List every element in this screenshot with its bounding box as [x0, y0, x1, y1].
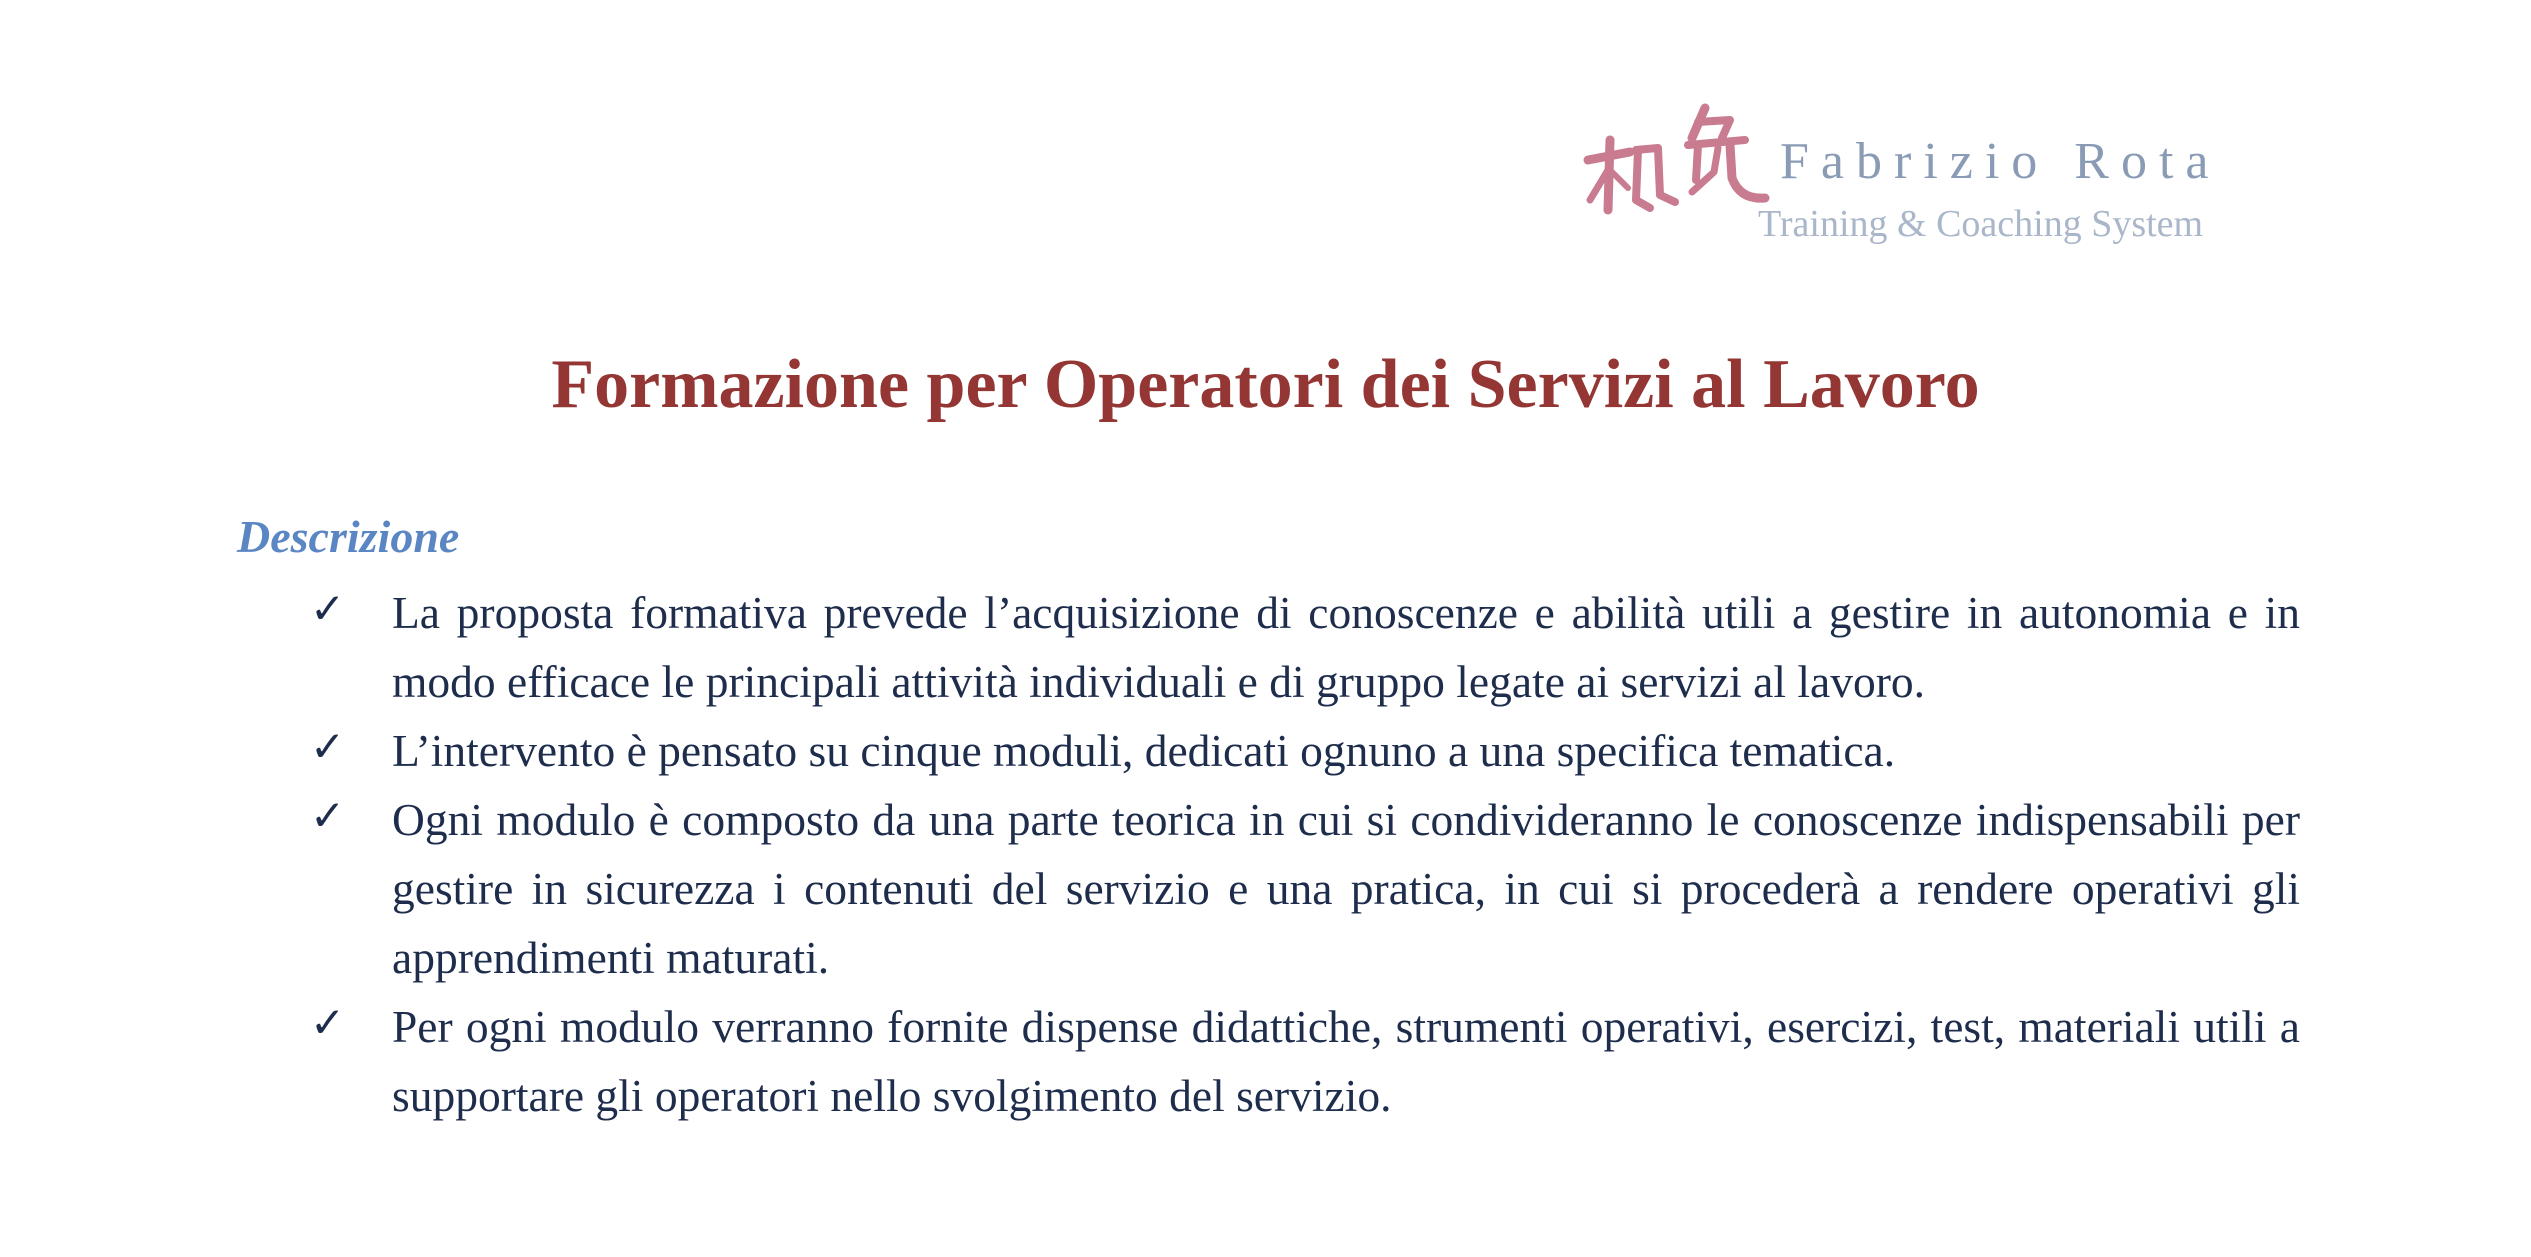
logo-tagline: Training & Coaching System: [1758, 203, 2204, 245]
list-item: [310, 785, 2300, 992]
check-icon: ✓: [310, 998, 346, 1047]
list-item: [310, 992, 2300, 1130]
logo: [1580, 100, 2300, 260]
check-icon: ✓: [310, 791, 346, 840]
description-list: [310, 578, 2300, 1130]
page-title: Formazione per Operatori dei Servizi al Lavoro: [551, 346, 1980, 423]
list-item-text: La proposta formativa prevede l’acquisizione di conoscenze e abilità utili a gestire in autonomia e in modo efficace le principali attività individuali e di gruppo legate ai servizi al lavoro.: [392, 587, 2300, 707]
check-icon: ✓: [310, 584, 346, 633]
section-heading: Descrizione: [237, 511, 460, 562]
list-item: [310, 716, 2300, 785]
logo-name: Fabrizio Rota: [1780, 133, 2221, 190]
logo-calligraphy-icon: [1580, 100, 1770, 225]
list-item-text: Per ogni modulo verranno fornite dispense didattiche, strumenti operativi, esercizi, test, materiali utili a supportare gli operatori nello svolgimento del servizio.: [392, 1001, 2300, 1121]
list-item-text: Ogni modulo è composto da una parte teorica in cui si condivideranno le conoscenze indispensabili per gestire in sicurezza i contenuti del servizio e una pratica, in cui si procederà a rendere operativi gli apprendimenti maturati.: [392, 794, 2300, 983]
list-item: [310, 578, 2300, 716]
list-item-text: L’intervento è pensato su cinque moduli, dedicati ognuno a una specifica tematica.: [392, 725, 1896, 776]
check-icon: ✓: [310, 722, 346, 771]
